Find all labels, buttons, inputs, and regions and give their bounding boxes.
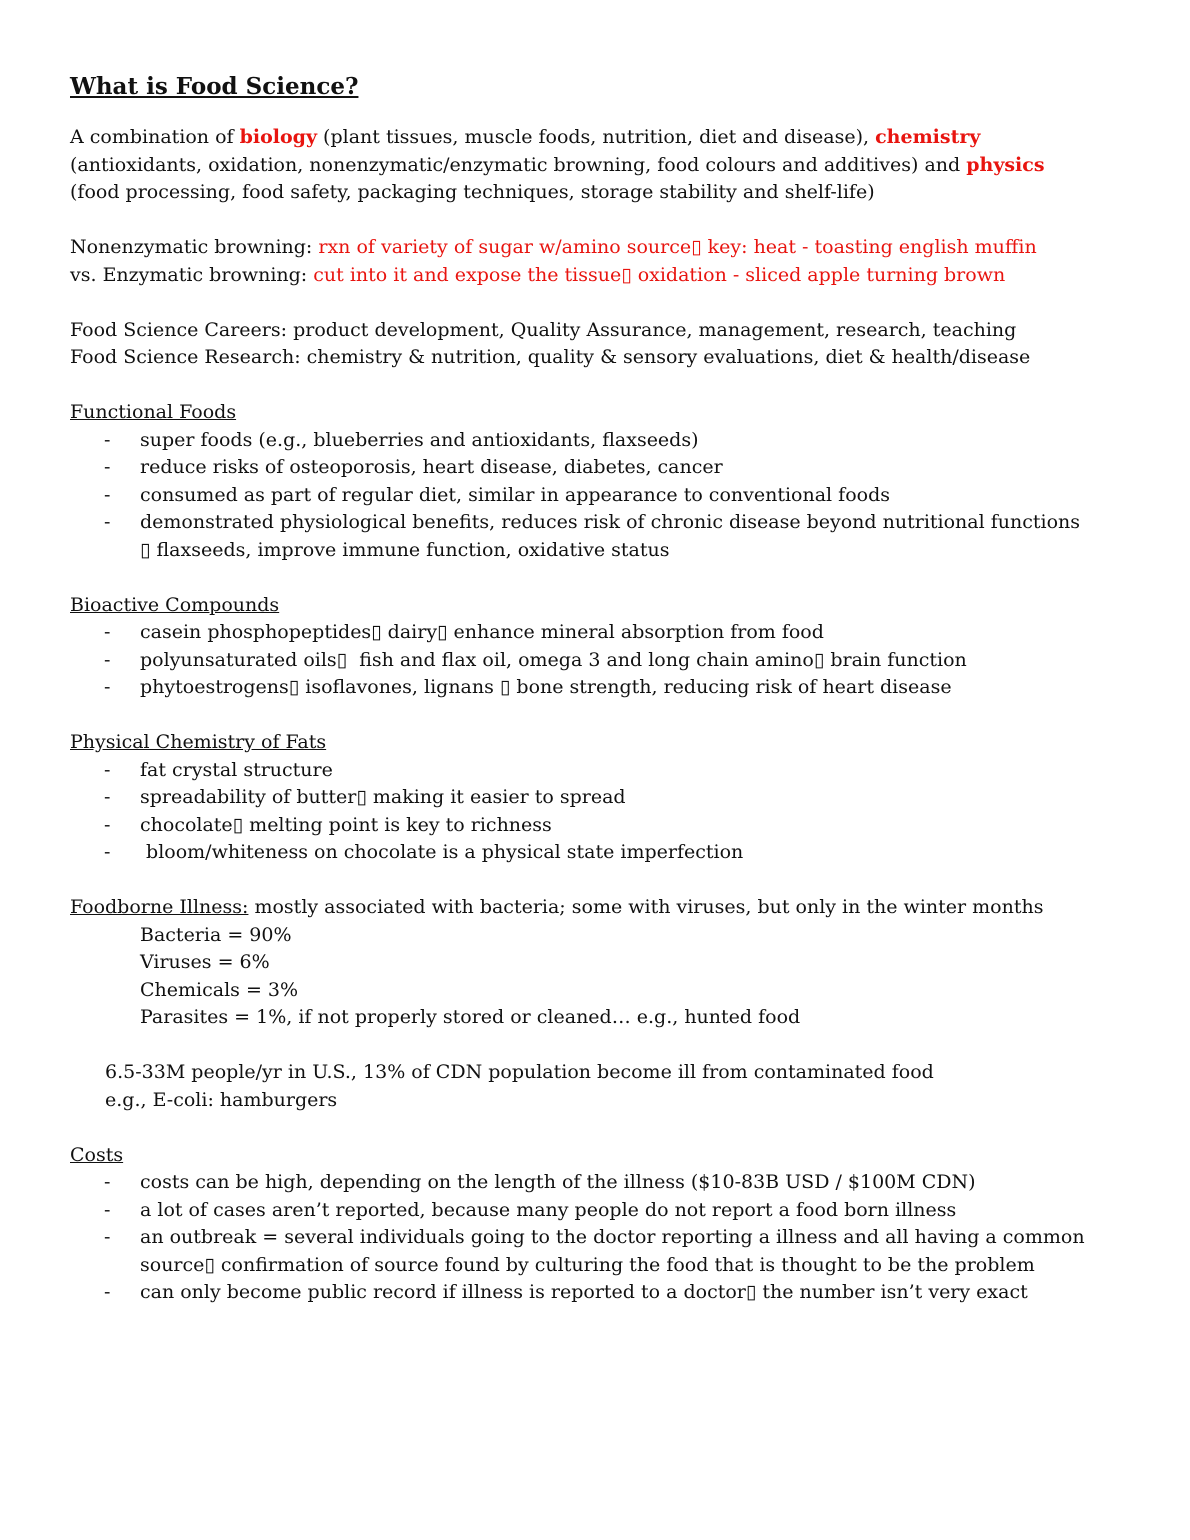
list-item — [70, 674, 1130, 702]
costs-heading: Costs — [70, 1143, 124, 1166]
list-item — [70, 509, 1130, 537]
list-item — [70, 784, 1130, 812]
bioactive-compounds-heading: Bioactive Compounds — [70, 593, 280, 616]
list-item-text: super foods (e.g., blueberries and antioxidants, flaxseeds) — [140, 428, 699, 451]
list-item — [70, 812, 1130, 840]
intro-text: (plant tissues, muscle foods, nutrition, diet and disease), — [317, 126, 876, 148]
list-item-text: casein phosphopeptides▯ dairy▯ enhance mineral absorption from food — [140, 621, 824, 643]
list-item-text: phytoestrogens▯ isoflavones, lignans ▯ bone strength, reducing risk of heart disease — [140, 676, 952, 698]
functional-foods-heading: Functional Foods — [70, 401, 237, 423]
bullet-dash: - — [104, 1281, 111, 1303]
list-item-continuation: source▯ confirmation of source found by culturing the food that is thought to be the problem — [140, 1253, 1035, 1276]
bullet-dash: - — [104, 621, 111, 643]
bullet-dash: - — [104, 483, 111, 506]
bullet-dash: - — [104, 511, 111, 533]
intro-line-1 — [70, 124, 1130, 152]
list-item — [70, 482, 1130, 510]
nonenzymatic-browning — [70, 234, 1130, 262]
bullet-dash: - — [104, 1198, 111, 1221]
illness-example-line: e.g., E-coli: hamburgers — [105, 1088, 338, 1111]
foodborne-illness-heading: Foodborne Illness: — [70, 896, 249, 918]
list-item — [70, 1169, 1130, 1197]
intro-text: (antioxidants, oxidation, nonenzymatic/enzymatic browning, food colours and additives) and — [70, 153, 967, 176]
list-item-text: spreadability of butter▯ making it easier to spread — [140, 786, 626, 808]
foodborne-illness-line — [70, 894, 1130, 922]
browning-definition: cut into it and expose the tissue▯ oxidation - sliced apple turning brown — [313, 263, 1006, 286]
biology-term: biology — [239, 126, 318, 148]
intro-line-3: (food processing, food safety, packaging techniques, storage stability and shelf-life) — [70, 181, 875, 203]
bullet-dash: - — [104, 813, 111, 836]
browning-label: vs. Enzymatic browning: — [70, 263, 314, 286]
bullet-dash: - — [104, 786, 111, 808]
illness-stat: Parasites = 1%, if not properly stored or cleaned… e.g., hunted food — [140, 1006, 801, 1028]
fats-heading: Physical Chemistry of Fats — [70, 731, 327, 753]
document-page — [70, 70, 1130, 1307]
illness-stat: Bacteria = 90% — [140, 923, 292, 946]
list-item — [70, 427, 1130, 455]
physics-term: physics — [966, 153, 1045, 176]
bullet-dash: - — [104, 676, 111, 698]
list-item — [70, 757, 1130, 785]
list-item-text: costs can be high, depending on the length of the illness ($10-83B USD / $100M CDN) — [140, 1171, 976, 1193]
list-item — [70, 839, 1130, 867]
intro-line-2 — [70, 152, 1130, 180]
careers-line: Food Science Careers: product development, Quality Assurance, management, research, teaching — [70, 318, 1017, 341]
illness-stat: Chemicals = 3% — [140, 978, 299, 1001]
list-item — [70, 1197, 1130, 1225]
foodborne-illness-text: mostly associated with bacteria; some with viruses, but only in the winter months — [248, 896, 1044, 918]
enzymatic-browning — [70, 262, 1130, 290]
browning-definition: rxn of variety of sugar w/amino source▯ key: heat - toasting english muffin — [318, 236, 1037, 258]
research-line: Food Science Research: chemistry & nutrition, quality & sensory evaluations, diet & health/disease — [70, 346, 1031, 368]
list-item — [70, 619, 1130, 647]
bullet-dash: - — [104, 758, 111, 781]
list-item-text: reduce risks of osteoporosis, heart disease, diabetes, cancer — [140, 456, 723, 478]
bullet-dash: - — [104, 1171, 111, 1193]
list-item-text: demonstrated physiological benefits, reduces risk of chronic disease beyond nutritional functions — [140, 511, 1081, 533]
list-item — [70, 647, 1130, 675]
list-item-text: consumed as part of regular diet, similar in appearance to conventional foods — [140, 483, 890, 506]
bullet-dash: - — [104, 1226, 111, 1248]
list-item-text: can only become public record if illness is reported to a doctor▯ the number isn’t very exact — [140, 1281, 1028, 1303]
list-item-text: polyunsaturated oils▯ fish and flax oil, omega 3 and long chain amino▯ brain function — [140, 648, 967, 671]
list-item-text: bloom/whiteness on chocolate is a physical state imperfection — [140, 841, 744, 863]
bullet-dash: - — [104, 428, 111, 451]
list-item-text: an outbreak = several individuals going to the doctor reporting a illness and all having a common — [140, 1226, 1085, 1248]
bullet-dash: - — [104, 456, 111, 478]
list-item-text: chocolate▯ melting point is key to richness — [140, 813, 552, 836]
bullet-dash: - — [104, 648, 111, 671]
list-item-text: a lot of cases aren’t reported, because many people do not report a food born illness — [140, 1198, 957, 1221]
browning-label: Nonenzymatic browning: — [70, 236, 319, 258]
list-item — [70, 1279, 1130, 1307]
list-item — [70, 1224, 1130, 1252]
list-item — [70, 454, 1130, 482]
list-item-text: fat crystal structure — [140, 758, 333, 781]
illness-stat: Viruses = 6% — [140, 951, 270, 973]
page-title: What is Food Science? — [70, 73, 359, 100]
bullet-dash: - — [104, 841, 111, 863]
intro-text: A combination of — [70, 126, 240, 148]
illness-people-line: 6.5-33M people/yr in U.S., 13% of CDN population become ill from contaminated food — [105, 1061, 934, 1083]
chemistry-term: chemistry — [875, 126, 981, 148]
list-item-continuation: ▯ flaxseeds, improve immune function, oxidative status — [140, 538, 670, 561]
